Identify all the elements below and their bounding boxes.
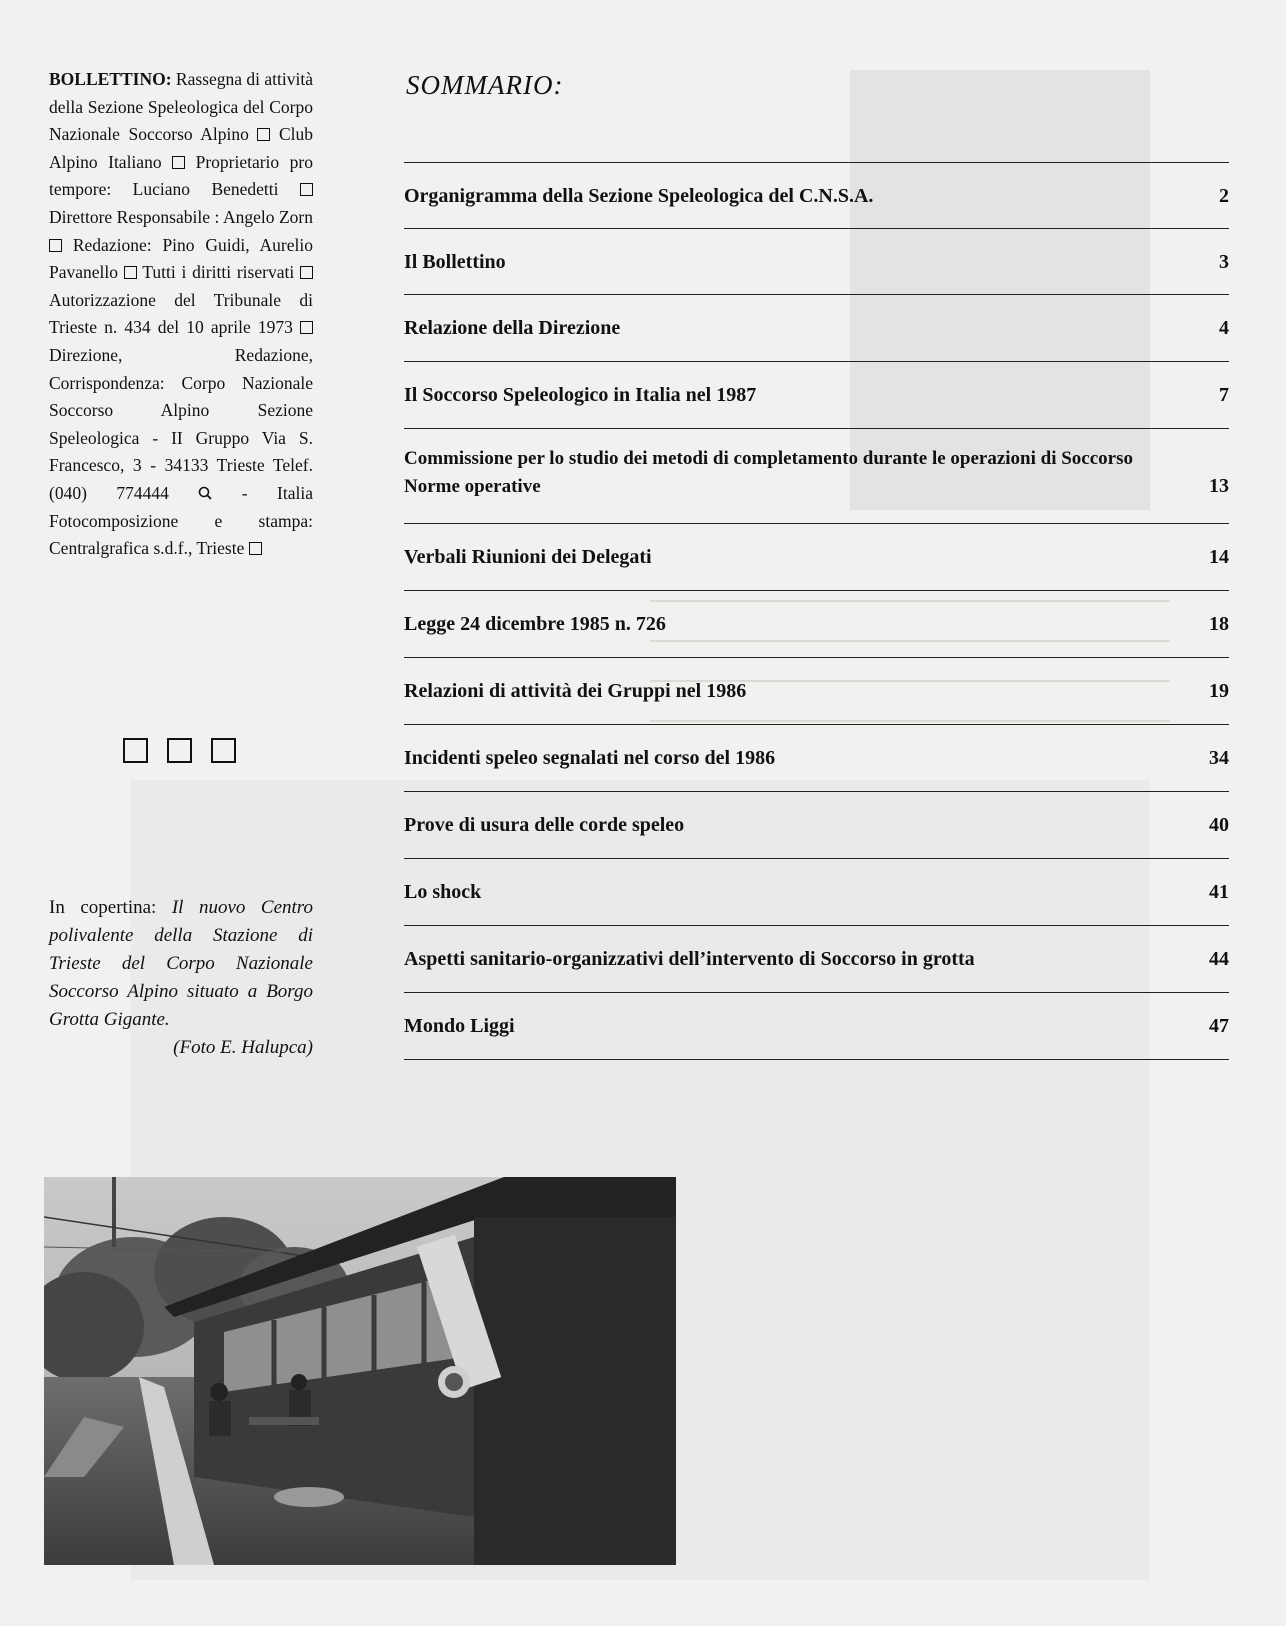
- toc-item[interactable]: [404, 361, 1229, 428]
- square-bullet-icon: [300, 183, 313, 196]
- toc-item-title: Il Bollettino: [404, 251, 506, 273]
- toc-item[interactable]: [404, 294, 1229, 361]
- toc-item[interactable]: [404, 162, 1229, 228]
- square-bullet-icon: [172, 156, 185, 169]
- toc-item-title: Relazione della Direzione: [404, 317, 621, 339]
- colophon-text: Rassegna di attività della Sezione Speleologica del Corpo Nazionale Soccorso Alpino: [49, 69, 313, 145]
- toc-item-title: Aspetti sanitario-organizzativi dell’intervento di Soccorso in grotta: [404, 948, 975, 970]
- toc-item-subtitle: Norme operative: [404, 476, 541, 497]
- colophon-text: Direzione, Redazione, Corrispondenza: Corpo Nazionale Soccorso Alpino Sezione Speleologica - II Gruppo Via S. Francesco, 3 - 34133 Trieste Telef. (040) 774444: [49, 344, 313, 503]
- toc-item-title: Mondo Liggi: [404, 1015, 515, 1037]
- building-photo-illustration: [44, 1177, 676, 1565]
- summary-title: SOMMARIO:: [406, 70, 564, 100]
- toc-item[interactable]: [404, 724, 1229, 791]
- table-of-contents: [404, 162, 1229, 1060]
- toc-item-page: 34: [1209, 747, 1229, 769]
- toc-item[interactable]: [404, 858, 1229, 925]
- toc-item-page: 18: [1209, 613, 1229, 635]
- toc-item-page: 7: [1219, 384, 1229, 406]
- square-bullet-icon: [249, 542, 262, 555]
- toc-item[interactable]: [404, 428, 1229, 523]
- colophon-text: - Italia Fotocomposizione e stampa: Centralgrafica s.d.f., Trieste: [49, 482, 313, 559]
- toc-item-page: 47: [1209, 1015, 1229, 1037]
- toc-item-page: 19: [1209, 680, 1229, 702]
- toc-item-page: 4: [1219, 317, 1229, 339]
- toc-item[interactable]: [404, 523, 1229, 590]
- square-bullet-icon: [300, 321, 313, 334]
- cover-caption-label: In copertina:: [49, 897, 172, 918]
- toc-item-page: 44: [1209, 948, 1229, 970]
- colophon-text: Proprietario pro tempore: Luciano Benedetti: [49, 151, 313, 200]
- toc-item-title: Legge 24 dicembre 1985 n. 726: [404, 613, 666, 635]
- toc-item-title: Organigramma della Sezione Speleologica del C.N.S.A.: [404, 185, 874, 207]
- colophon-text: Tutti i diritti riservati: [136, 262, 300, 283]
- toc-item-title: Verbali Riunioni dei Delegati: [404, 546, 652, 568]
- photo-credit: (Foto E. Halupca): [173, 1037, 313, 1058]
- colophon-lead: BOLLETTINO:: [49, 69, 172, 89]
- decorative-squares: [123, 738, 236, 763]
- toc-bottom-rule: [404, 1059, 1229, 1060]
- toc-item[interactable]: [404, 228, 1229, 294]
- colophon-text: Autorizzazione del Tribunale di Trieste n. 434 del 10 aprile 1973: [49, 289, 313, 338]
- toc-item-title: Commissione per lo studio dei metodi di completamento durante le operazioni di Soccorso: [404, 448, 1134, 469]
- square-bullet-icon: [300, 266, 313, 279]
- colophon: [49, 66, 313, 563]
- toc-item-title: Incidenti speleo segnalati nel corso del 1986: [404, 747, 776, 769]
- square-icon: [211, 738, 236, 763]
- square-icon: [167, 738, 192, 763]
- toc-item-page: 14: [1209, 546, 1229, 568]
- cover-photo: [44, 1177, 676, 1565]
- toc-item-page: 40: [1209, 814, 1229, 836]
- toc-item-page: 2: [1219, 185, 1229, 207]
- cover-caption: [49, 894, 313, 1062]
- toc-item-title: Lo shock: [404, 881, 482, 903]
- toc-item-title: Il Soccorso Speleologico in Italia nel 1987: [404, 384, 757, 406]
- square-bullet-icon: [257, 128, 270, 141]
- toc-item[interactable]: [404, 925, 1229, 992]
- square-bullet-icon: [124, 266, 137, 279]
- cover-caption-text: Il nuovo Centro polivalente della Stazione di Trieste del Corpo Nazionale Soccorso Alpino situato a Borgo Grotta Gigante.: [49, 897, 313, 1030]
- colophon-text: Redazione: Pino Guidi, Aurelio Pavanello: [49, 234, 313, 283]
- toc-item-page: 13: [1209, 475, 1229, 497]
- toc-item[interactable]: [404, 992, 1229, 1059]
- toc-item[interactable]: [404, 657, 1229, 724]
- toc-item-page: 3: [1219, 251, 1229, 273]
- square-bullet-icon: [49, 239, 62, 252]
- toc-item[interactable]: [404, 590, 1229, 657]
- toc-item-page: 41: [1209, 881, 1229, 903]
- toc-item[interactable]: [404, 791, 1229, 858]
- colophon-text: Club Alpino Italiano: [49, 124, 313, 172]
- telephone-icon: [198, 486, 212, 500]
- toc-item-title: Prove di usura delle corde speleo: [404, 814, 685, 836]
- square-icon: [123, 738, 148, 763]
- toc-item-title: Relazioni di attività dei Gruppi nel 1986: [404, 680, 747, 702]
- colophon-text: Direttore Responsabile : Angelo Zorn: [49, 206, 313, 227]
